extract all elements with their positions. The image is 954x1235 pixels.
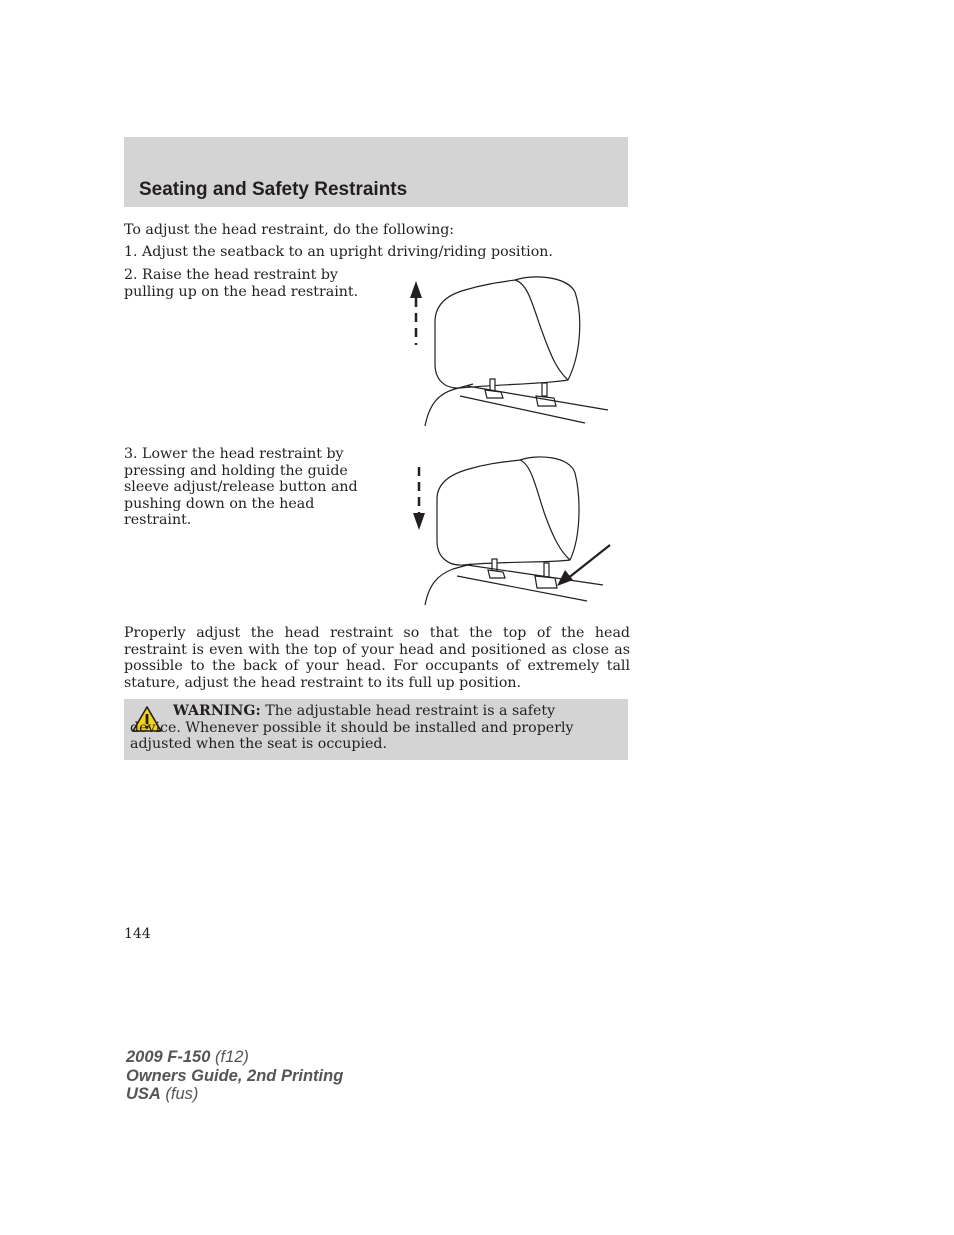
down-arrow-head-icon bbox=[413, 513, 425, 530]
head-restraint-adjustment-paragraph: Properly adjust the head restraint so that the top of the head restraint is even with the top of your head and positioned as close as possible to the back of your head. For occupants of extremely tall stature, adjust the head restraint to its full up position. bbox=[124, 625, 630, 691]
page-number: 144 bbox=[124, 926, 151, 942]
warning-box bbox=[124, 699, 628, 760]
head-restraint-lower-illustration bbox=[405, 453, 615, 609]
warning-text bbox=[130, 703, 604, 753]
step-1-text: 1. Adjust the seatback to an upright driving/riding position. bbox=[124, 244, 553, 260]
warning-body: The adjustable head restraint is a safety device. Whenever possible it should be installed and properly adjusted when the seat is occupied. bbox=[130, 703, 574, 752]
section-header-band bbox=[124, 137, 628, 207]
warning-label: WARNING: bbox=[173, 703, 261, 719]
head-restraint-raise-illustration bbox=[405, 272, 610, 430]
footer-line-1: 2009 F-150 (f12) bbox=[126, 1048, 249, 1066]
footer-line-2: Owners Guide, 2nd Printing bbox=[126, 1066, 344, 1085]
section-title: Seating and Safety Restraints bbox=[139, 179, 408, 200]
footer-line-3: USA (fus) bbox=[126, 1085, 199, 1103]
document-footer bbox=[126, 1048, 343, 1104]
step-2-text: 2. Raise the head restraint by pulling up on the head restraint. bbox=[124, 267, 359, 300]
up-arrow-head-icon bbox=[410, 281, 422, 298]
intro-text: To adjust the head restraint, do the following: bbox=[124, 222, 455, 238]
step-3-text: 3. Lower the head restraint by pressing and holding the guide sleeve adjust/release button and pushing down on the head restraint. bbox=[124, 446, 358, 528]
